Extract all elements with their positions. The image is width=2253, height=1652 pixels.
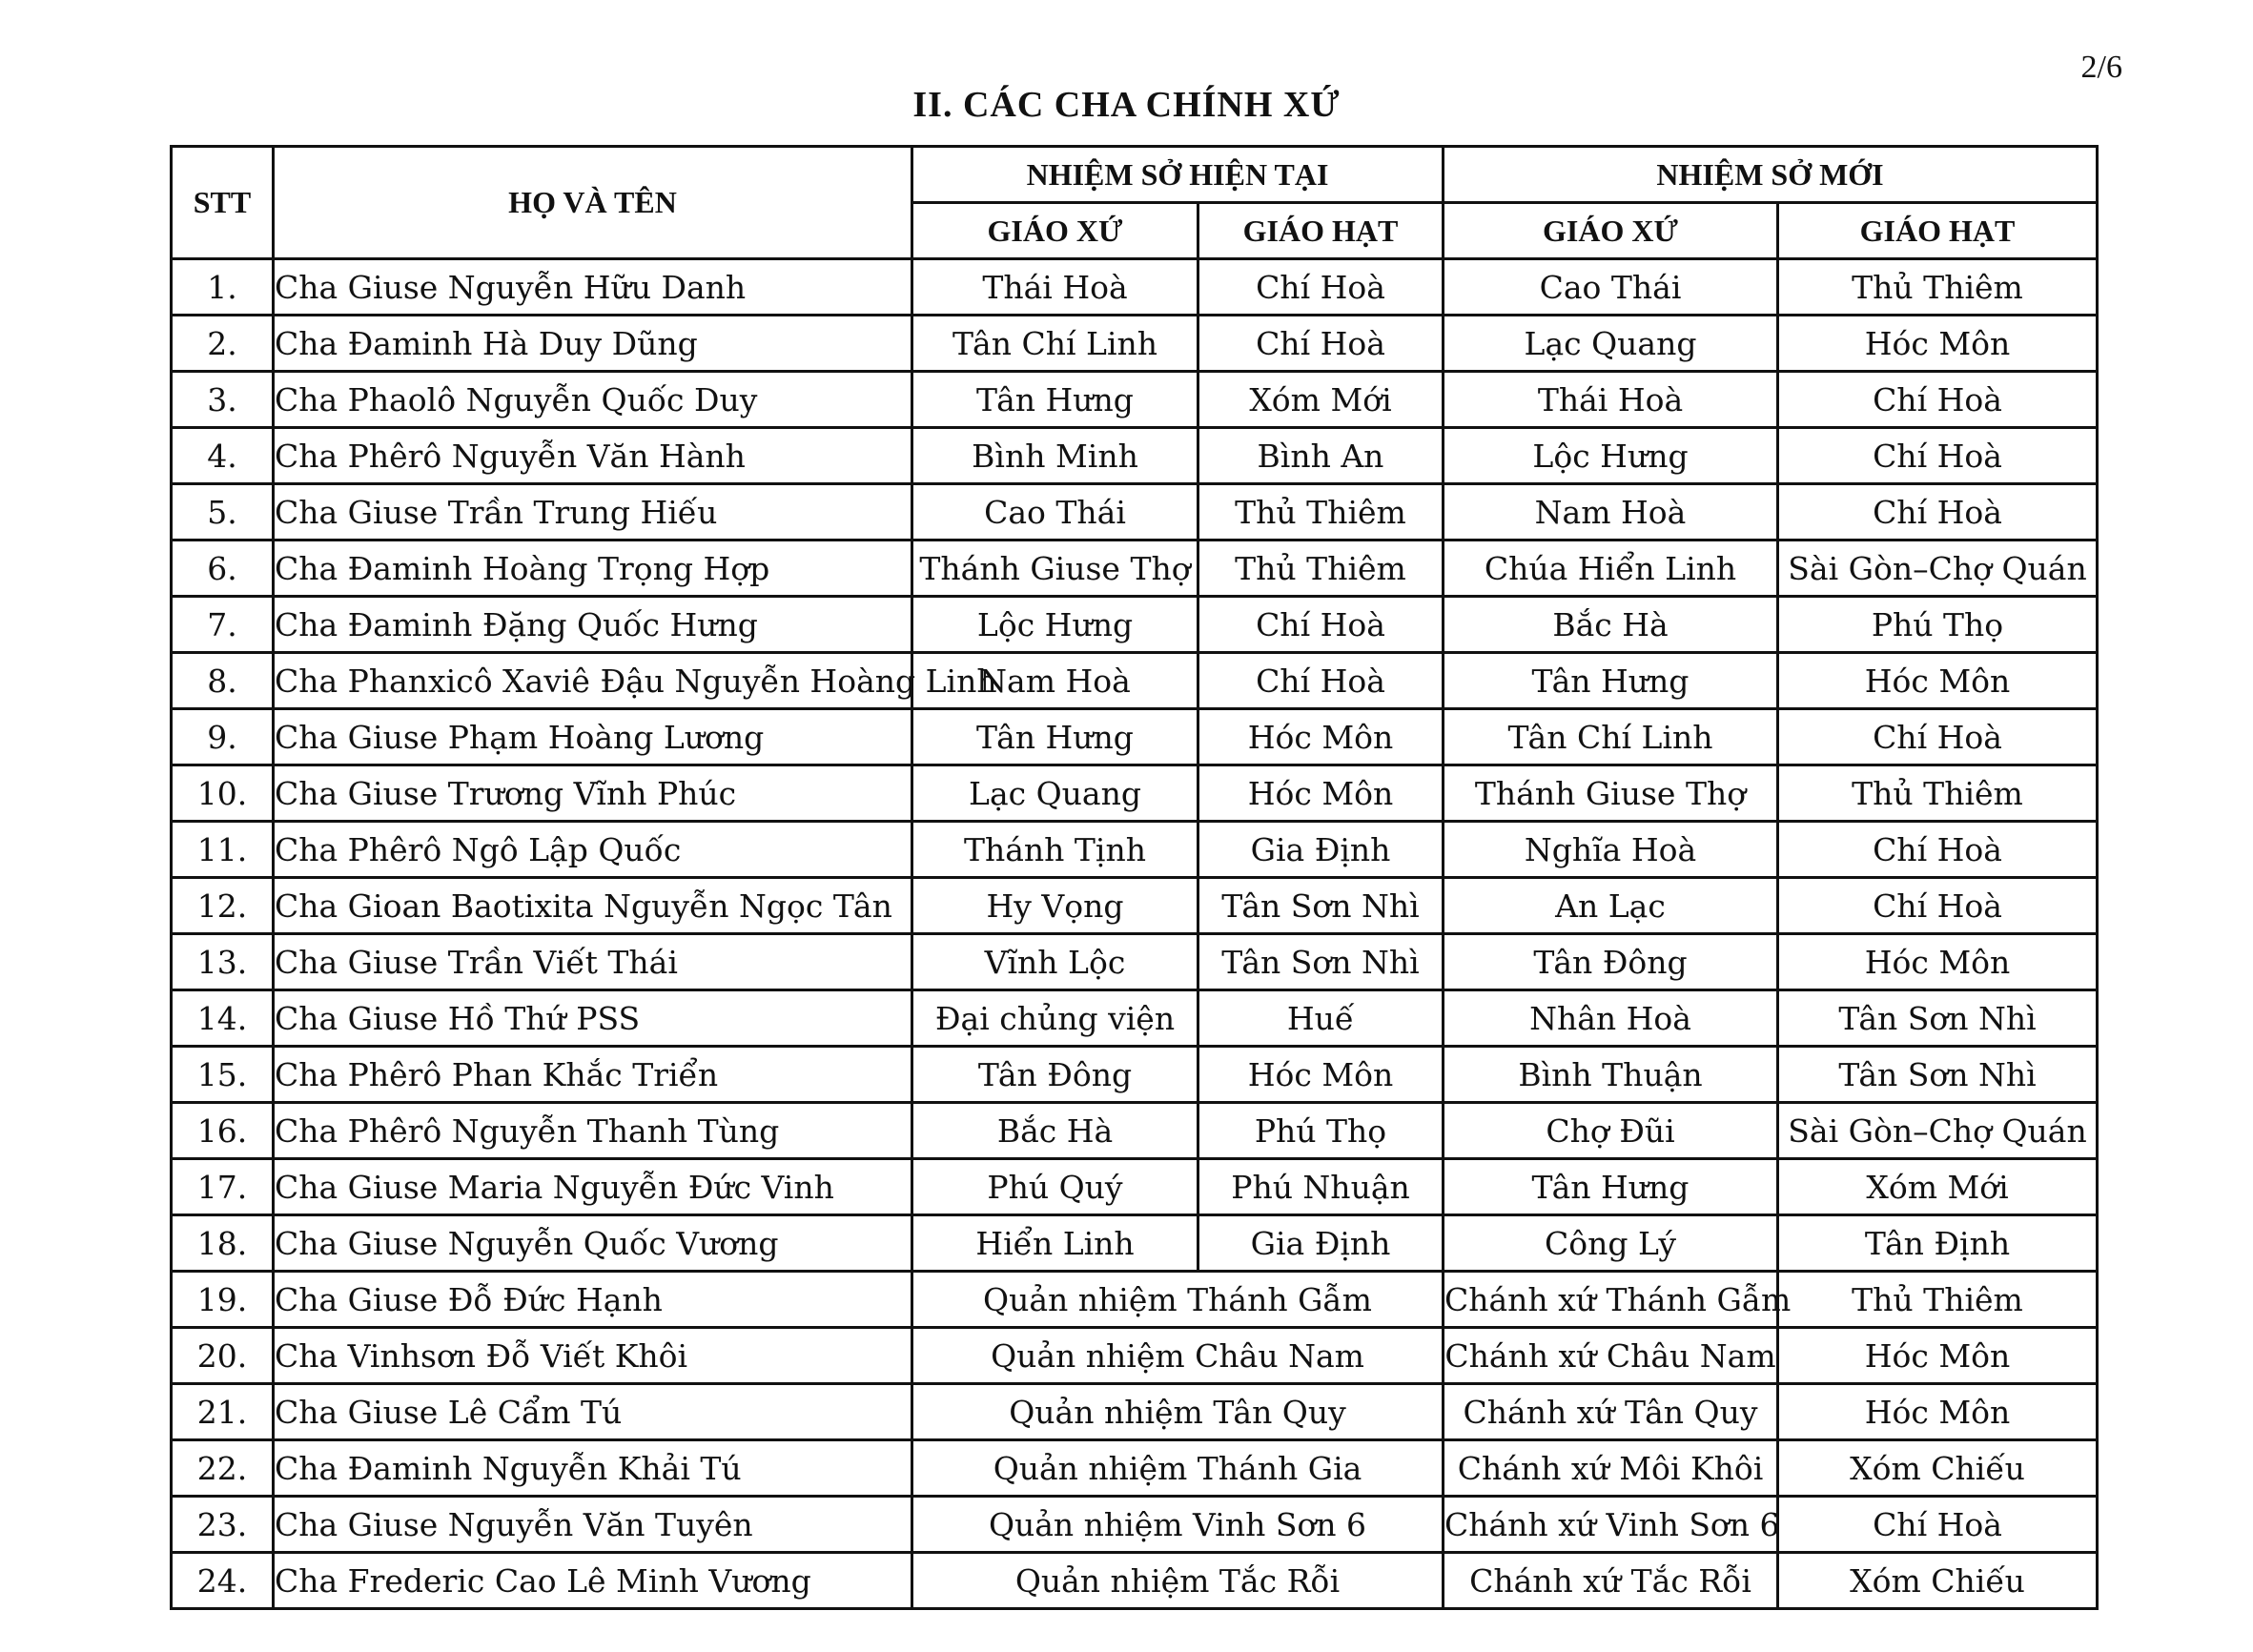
row-number: 10. (172, 765, 274, 822)
current-parish: Vĩnh Lộc (912, 934, 1198, 990)
new-deanery: Xóm Mới (1778, 1159, 2098, 1215)
current-deanery: Tân Sơn Nhì (1198, 934, 1444, 990)
header-current-deanery: GIÁO HẠT (1198, 203, 1444, 259)
priest-name: Cha Giuse Trần Trung Hiếu (274, 484, 912, 540)
header-current-parish: GIÁO XỨ (912, 203, 1198, 259)
new-deanery: Chí Hoà (1778, 878, 2098, 934)
priest-name: Cha Giuse Phạm Hoàng Lương (274, 709, 912, 765)
current-parish: Tân Chí Linh (912, 316, 1198, 372)
current-deanery: Chí Hoà (1198, 316, 1444, 372)
header-new-deanery: GIÁO HẠT (1778, 203, 2098, 259)
table-row (172, 316, 2098, 372)
priest-name: Cha Đaminh Hà Duy Dũng (274, 316, 912, 372)
row-number: 1. (172, 259, 274, 316)
row-number: 20. (172, 1328, 274, 1384)
new-deanery: Phú Thọ (1778, 597, 2098, 653)
table-row (172, 878, 2098, 934)
row-number: 4. (172, 428, 274, 484)
new-deanery: Tân Sơn Nhì (1778, 990, 2098, 1047)
current-parish: Thánh Giuse Thợ (912, 540, 1198, 597)
table-row (172, 709, 2098, 765)
priest-name: Cha Giuse Nguyễn Văn Tuyên (274, 1497, 912, 1553)
header-new-parish: GIÁO XỨ (1444, 203, 1778, 259)
table-body (172, 259, 2098, 1609)
priest-name: Cha Giuse Lê Cẩm Tú (274, 1384, 912, 1440)
table-row (172, 428, 2098, 484)
table-row (172, 934, 2098, 990)
current-parish: Tân Hưng (912, 709, 1198, 765)
current-deanery: Gia Định (1198, 1215, 1444, 1272)
table-row (172, 1159, 2098, 1215)
priest-name: Cha Phêrô Nguyễn Thanh Tùng (274, 1103, 912, 1159)
new-deanery: Xóm Chiếu (1778, 1553, 2098, 1609)
current-assignment-merged: Quản nhiệm Thánh Gia (912, 1440, 1444, 1497)
priest-name: Cha Phêrô Ngô Lập Quốc (274, 822, 912, 878)
row-number: 13. (172, 934, 274, 990)
current-parish: Bình Minh (912, 428, 1198, 484)
priest-name: Cha Đaminh Nguyễn Khải Tú (274, 1440, 912, 1497)
new-parish: Bắc Hà (1444, 597, 1778, 653)
new-parish: Nghĩa Hoà (1444, 822, 1778, 878)
priest-name: Cha Giuse Nguyễn Quốc Vương (274, 1215, 912, 1272)
new-parish: Tân Hưng (1444, 653, 1778, 709)
new-parish: Thánh Giuse Thợ (1444, 765, 1778, 822)
table-row (172, 1440, 2098, 1497)
row-number: 22. (172, 1440, 274, 1497)
new-deanery: Sài Gòn–Chợ Quán (1778, 1103, 2098, 1159)
current-deanery: Hóc Môn (1198, 765, 1444, 822)
priest-name: Cha Phêrô Nguyễn Văn Hành (274, 428, 912, 484)
new-parish: Bình Thuận (1444, 1047, 1778, 1103)
new-parish: Chánh xứ Tắc Rỗi (1444, 1553, 1778, 1609)
new-parish: Lộc Hưng (1444, 428, 1778, 484)
new-parish: Chợ Đũi (1444, 1103, 1778, 1159)
priest-name: Cha Đaminh Đặng Quốc Hưng (274, 597, 912, 653)
table-row (172, 1384, 2098, 1440)
current-parish: Thái Hoà (912, 259, 1198, 316)
current-deanery: Chí Hoà (1198, 259, 1444, 316)
header-name: HỌ VÀ TÊN (274, 147, 912, 259)
row-number: 17. (172, 1159, 274, 1215)
priest-name: Cha Đaminh Hoàng Trọng Hợp (274, 540, 912, 597)
current-deanery: Huế (1198, 990, 1444, 1047)
priest-name: Cha Giuse Nguyễn Hữu Danh (274, 259, 912, 316)
new-deanery: Sài Gòn–Chợ Quán (1778, 540, 2098, 597)
new-deanery: Chí Hoà (1778, 709, 2098, 765)
current-parish: Tân Đông (912, 1047, 1198, 1103)
priest-name: Cha Phêrô Phan Khắc Triển (274, 1047, 912, 1103)
row-number: 24. (172, 1553, 274, 1609)
current-deanery: Gia Định (1198, 822, 1444, 878)
current-parish: Đại chủng viện (912, 990, 1198, 1047)
new-parish: Lạc Quang (1444, 316, 1778, 372)
current-deanery: Chí Hoà (1198, 653, 1444, 709)
new-parish: Chánh xứ Môi Khôi (1444, 1440, 1778, 1497)
table-row (172, 1497, 2098, 1553)
current-parish: Thánh Tịnh (912, 822, 1198, 878)
row-number: 21. (172, 1384, 274, 1440)
new-deanery: Hóc Môn (1778, 934, 2098, 990)
section-title: II. CÁC CHA CHÍNH XỨ (912, 85, 1341, 125)
priest-name: Cha Vinhsơn Đỗ Viết Khôi (274, 1328, 912, 1384)
header-current-assignment: NHIỆM SỞ HIỆN TẠI (912, 147, 1444, 203)
row-number: 2. (172, 316, 274, 372)
new-deanery: Hóc Môn (1778, 653, 2098, 709)
new-deanery: Thủ Thiêm (1778, 1272, 2098, 1328)
new-parish: Tân Đông (1444, 934, 1778, 990)
current-deanery: Phú Nhuận (1198, 1159, 1444, 1215)
current-assignment-merged: Quản nhiệm Châu Nam (912, 1328, 1444, 1384)
table-row (172, 1272, 2098, 1328)
table-row (172, 1553, 2098, 1609)
row-number: 16. (172, 1103, 274, 1159)
current-parish: Cao Thái (912, 484, 1198, 540)
priest-name: Cha Giuse Đỗ Đức Hạnh (274, 1272, 912, 1328)
new-deanery: Tân Sơn Nhì (1778, 1047, 2098, 1103)
row-number: 3. (172, 372, 274, 428)
new-deanery: Chí Hoà (1778, 428, 2098, 484)
new-parish: Chánh xứ Thánh Gẫm (1444, 1272, 1778, 1328)
row-number: 23. (172, 1497, 274, 1553)
current-assignment-merged: Quản nhiệm Tắc Rỗi (912, 1553, 1444, 1609)
current-deanery: Hóc Môn (1198, 1047, 1444, 1103)
new-deanery: Chí Hoà (1778, 372, 2098, 428)
table-row (172, 990, 2098, 1047)
table-row (172, 653, 2098, 709)
current-deanery: Xóm Mới (1198, 372, 1444, 428)
new-parish: Thái Hoà (1444, 372, 1778, 428)
current-parish: Lộc Hưng (912, 597, 1198, 653)
current-parish: Bắc Hà (912, 1103, 1198, 1159)
table-row (172, 372, 2098, 428)
current-deanery: Bình An (1198, 428, 1444, 484)
priest-name: Cha Gioan Baotixita Nguyễn Ngọc Tân (274, 878, 912, 934)
new-parish: Chánh xứ Vinh Sơn 6 (1444, 1497, 1778, 1553)
new-parish: Chánh xứ Tân Quy (1444, 1384, 1778, 1440)
row-number: 18. (172, 1215, 274, 1272)
current-assignment-merged: Quản nhiệm Tân Quy (912, 1384, 1444, 1440)
row-number: 8. (172, 653, 274, 709)
new-parish: Công Lý (1444, 1215, 1778, 1272)
table-row (172, 540, 2098, 597)
row-number: 14. (172, 990, 274, 1047)
row-number: 12. (172, 878, 274, 934)
new-deanery: Hóc Môn (1778, 1384, 2098, 1440)
row-number: 15. (172, 1047, 274, 1103)
row-number: 19. (172, 1272, 274, 1328)
table-row (172, 822, 2098, 878)
current-parish: Hy Vọng (912, 878, 1198, 934)
table-row (172, 1328, 2098, 1384)
row-number: 7. (172, 597, 274, 653)
row-number: 6. (172, 540, 274, 597)
new-deanery: Chí Hoà (1778, 484, 2098, 540)
new-parish: Cao Thái (1444, 259, 1778, 316)
priest-name: Cha Giuse Trần Viết Thái (274, 934, 912, 990)
priest-name: Cha Giuse Maria Nguyễn Đức Vinh (274, 1159, 912, 1215)
table-row (172, 259, 2098, 316)
new-parish: Nhân Hoà (1444, 990, 1778, 1047)
priest-name: Cha Giuse Trương Vĩnh Phúc (274, 765, 912, 822)
new-parish: Tân Hưng (1444, 1159, 1778, 1215)
priest-name: Cha Phaolô Nguyễn Quốc Duy (274, 372, 912, 428)
assignment-table (170, 145, 2099, 1610)
row-number: 9. (172, 709, 274, 765)
new-parish: Chúa Hiển Linh (1444, 540, 1778, 597)
current-parish: Tân Hưng (912, 372, 1198, 428)
new-deanery: Thủ Thiêm (1778, 765, 2098, 822)
new-parish: Nam Hoà (1444, 484, 1778, 540)
new-deanery: Chí Hoà (1778, 822, 2098, 878)
new-deanery: Hóc Môn (1778, 1328, 2098, 1384)
new-parish: Chánh xứ Châu Nam (1444, 1328, 1778, 1384)
table-row (172, 1103, 2098, 1159)
current-deanery: Tân Sơn Nhì (1198, 878, 1444, 934)
current-deanery: Hóc Môn (1198, 709, 1444, 765)
row-number: 5. (172, 484, 274, 540)
table-row (172, 597, 2098, 653)
current-deanery: Phú Thọ (1198, 1103, 1444, 1159)
current-assignment-merged: Quản nhiệm Thánh Gẫm (912, 1272, 1444, 1328)
current-parish: Nam Hoà (912, 653, 1198, 709)
row-number: 11. (172, 822, 274, 878)
table-row (172, 484, 2098, 540)
header-new-assignment: NHIỆM SỞ MỚI (1444, 147, 2098, 203)
new-parish: An Lạc (1444, 878, 1778, 934)
new-deanery: Chí Hoà (1778, 1497, 2098, 1553)
current-deanery: Thủ Thiêm (1198, 484, 1444, 540)
table-row (172, 1215, 2098, 1272)
table-row (172, 765, 2098, 822)
current-parish: Hiển Linh (912, 1215, 1198, 1272)
new-deanery: Xóm Chiếu (1778, 1440, 2098, 1497)
header-stt: STT (172, 147, 274, 259)
page-number: 2/6 (2080, 50, 2122, 85)
priest-name: Cha Frederic Cao Lê Minh Vương (274, 1553, 912, 1609)
current-deanery: Thủ Thiêm (1198, 540, 1444, 597)
current-parish: Phú Quý (912, 1159, 1198, 1215)
table-row (172, 1047, 2098, 1103)
new-parish: Tân Chí Linh (1444, 709, 1778, 765)
priest-name: Cha Giuse Hồ Thứ PSS (274, 990, 912, 1047)
current-deanery: Chí Hoà (1198, 597, 1444, 653)
current-parish: Lạc Quang (912, 765, 1198, 822)
new-deanery: Hóc Môn (1778, 316, 2098, 372)
priest-name: Cha Phanxicô Xaviê Đậu Nguyễn Hoàng Linh (274, 653, 912, 709)
new-deanery: Tân Định (1778, 1215, 2098, 1272)
new-deanery: Thủ Thiêm (1778, 259, 2098, 316)
current-assignment-merged: Quản nhiệm Vinh Sơn 6 (912, 1497, 1444, 1553)
